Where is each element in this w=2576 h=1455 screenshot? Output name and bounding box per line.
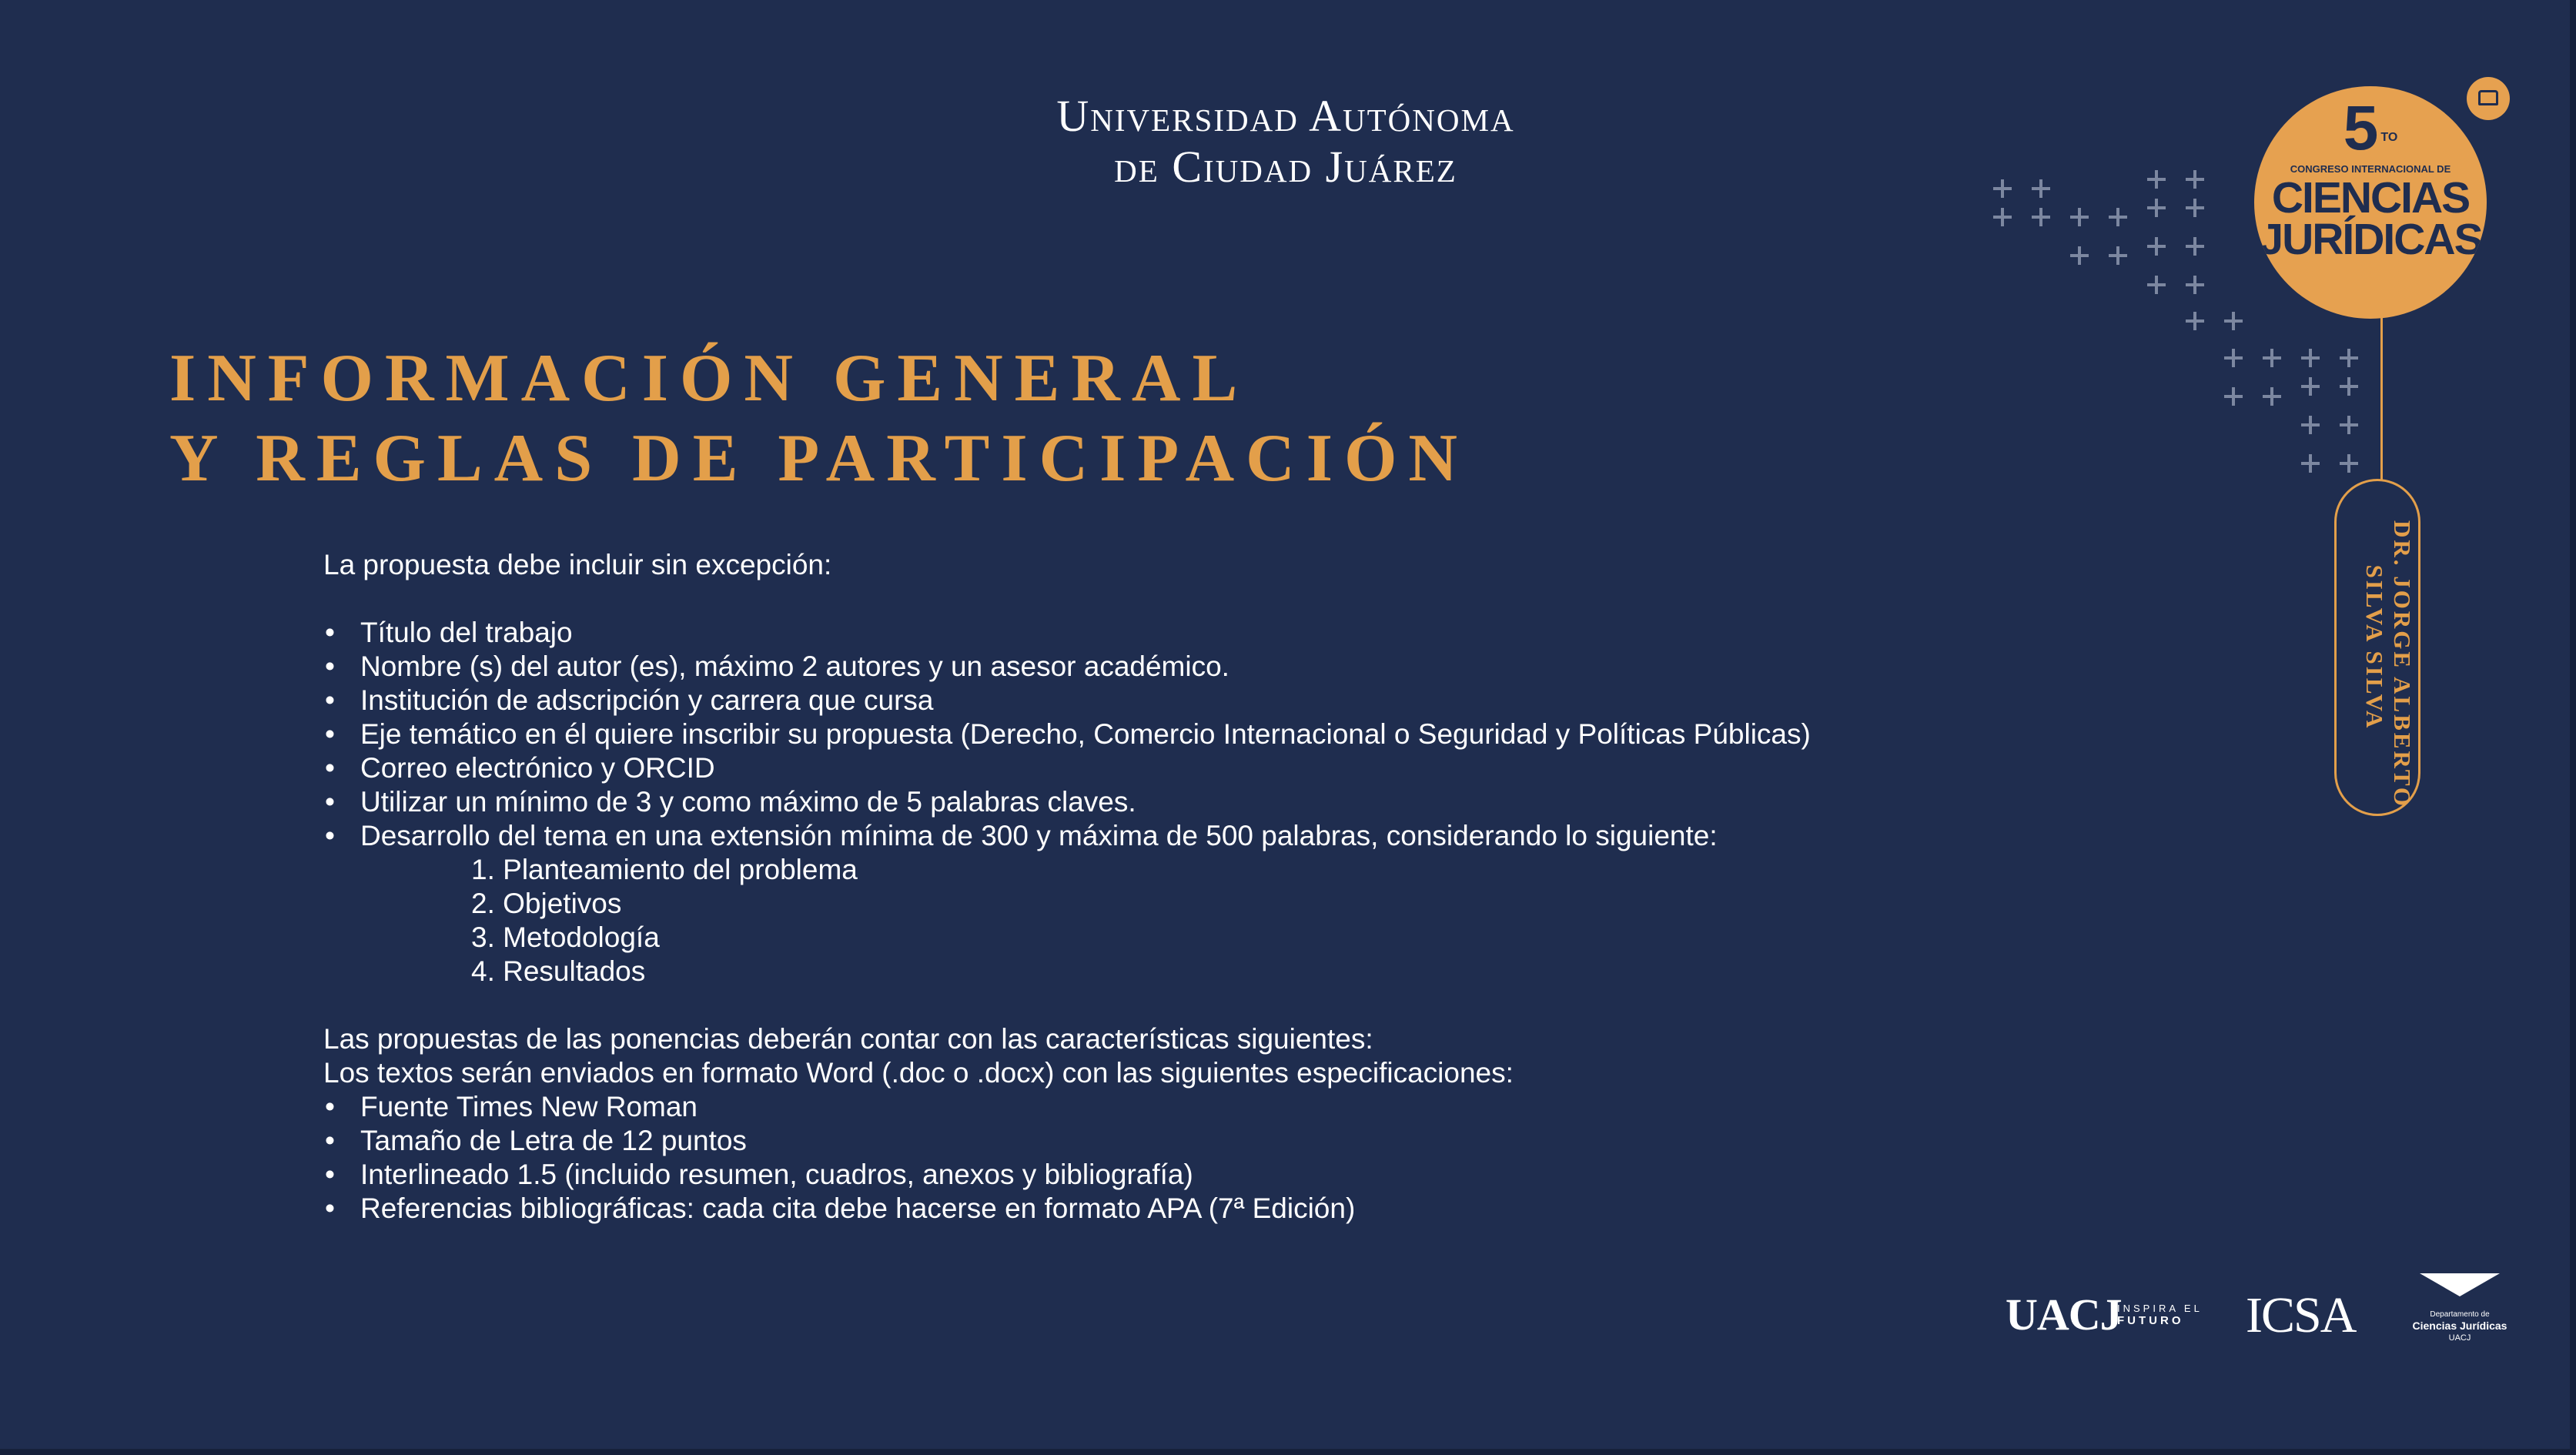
plus-icon [2147, 199, 2166, 217]
plus-icon [2301, 377, 2320, 396]
owl-icon [2420, 1273, 2500, 1296]
congress-number: 5 $^{TO}$ [2343, 93, 2398, 163]
list-item: • Tamaño de Letra de 12 puntos [323, 1124, 1979, 1158]
list-item: • Eje temático en él quiere inscribir su propuesta (Derecho, Comercio Internacional o Seguridad y Políticas Públicas) [323, 717, 1979, 751]
university-name-line1: Universidad Autónoma [1056, 91, 1515, 141]
speaker-name [2339, 520, 2416, 809]
plus-icon [2301, 454, 2320, 473]
uacj-tagline-line1: INSPIRA EL [2117, 1303, 2203, 1314]
list-item: • Institución de adscripción y carrera que cursa [323, 684, 1979, 717]
plus-icon [2186, 276, 2204, 294]
university-name-line2: de Ciudad Juárez [1114, 142, 1457, 192]
format-specs-list [323, 1090, 1979, 1226]
plus-icon [2340, 416, 2358, 434]
university-name [908, 91, 1663, 192]
plus-icon [2340, 377, 2358, 396]
list-item: • Utilizar un mínimo de 3 y como máximo de 5 palabras claves. [323, 785, 1979, 819]
spacer [323, 988, 1979, 1022]
page-title [169, 339, 1469, 499]
list-item: 2. Objetivos [471, 888, 622, 919]
plus-icon [2032, 179, 2050, 198]
plus-icon [2147, 237, 2166, 256]
plus-icon [2340, 349, 2358, 367]
page-title-line2: Y REGLAS DE PARTICIPACIÓN [169, 421, 1469, 496]
plus-icon [2109, 246, 2127, 265]
footer-logos [2006, 1270, 2514, 1363]
list-item: • Título del trabajo [323, 616, 1979, 650]
congress-ordinal: TO [2380, 131, 2398, 144]
plus-icon [2032, 208, 2050, 226]
congress-subtitle: CONGRESO INTERNACIONAL DE [2290, 163, 2451, 175]
department-logo-line1: Departamento de [2430, 1310, 2490, 1319]
list-item: • Desarrollo del tema en una extensión mínima de 300 y máxima de 500 palabras, considerando lo siguiente: [323, 819, 1979, 853]
department-logo-line2: Ciencias Jurídicas [2412, 1320, 2507, 1332]
book-icon [2467, 77, 2510, 120]
plus-icon [2070, 246, 2089, 265]
plus-icon [2301, 416, 2320, 434]
list-item: 3. Metodología [471, 922, 660, 953]
congress-badge [2254, 86, 2487, 319]
list-item: 4. Resultados [471, 955, 646, 987]
connector-line [2380, 304, 2383, 481]
plus-icon [2186, 312, 2204, 330]
intro-text: La propuesta debe incluir sin excepción: [323, 549, 832, 580]
plus-icon [2186, 237, 2204, 256]
plus-icon [2263, 387, 2281, 406]
plus-icon [2224, 312, 2243, 330]
main-content [323, 548, 1979, 1226]
spacer [323, 582, 1979, 616]
plus-icon [2147, 170, 2166, 189]
development-points-list [323, 853, 1979, 988]
list-item: • Fuente Times New Roman [323, 1090, 1979, 1124]
plus-icon [2263, 349, 2281, 367]
uacj-tagline [2117, 1303, 2203, 1327]
plus-icon [2109, 208, 2127, 226]
plus-icon [1993, 208, 2012, 226]
speaker-name-line2: SILVA SILVA [2361, 564, 2388, 731]
department-logo [2406, 1270, 2514, 1363]
plus-icon [2186, 199, 2204, 217]
list-item: 1. Planteamiento del problema [471, 854, 858, 885]
list-item: • Interlineado 1.5 (incluido resumen, cuadros, anexos y bibliografía) [323, 1158, 1979, 1192]
requirements-list [323, 616, 1979, 853]
icsa-logo: ICSA [2246, 1287, 2356, 1343]
plus-icon [2301, 349, 2320, 367]
congress-title [2254, 173, 2487, 264]
uacj-logo: UACJ [2006, 1289, 2122, 1340]
plus-icon [2340, 454, 2358, 473]
page-title-line1: INFORMACIÓN GENERAL [169, 341, 1250, 416]
congress-title-line1: CIENCIAS [2271, 173, 2470, 222]
list-item: • Correo electrónico y ORCID [323, 751, 1979, 785]
format-intro-1: Las propuestas de las ponencias deberán contar con las características siguientes: [323, 1023, 1373, 1055]
uacj-tagline-line2: FUTURO [2117, 1314, 2184, 1327]
format-intro-2: Los textos serán enviados en formato Word (.doc o .docx) con las siguientes especificaciones: [323, 1057, 1514, 1089]
department-logo-line3: UACJ [2448, 1333, 2471, 1343]
plus-icon [2224, 387, 2243, 406]
list-item: • Nombre (s) del autor (es), máximo 2 autores y un asesor académico. [323, 650, 1979, 684]
plus-icon [2186, 170, 2204, 189]
plus-icon [1993, 179, 2012, 198]
plus-icon [2070, 208, 2089, 226]
speaker-name-line1: DR. JORGE ALBERTO [2389, 520, 2416, 809]
list-item: • Referencias bibliográficas: cada cita debe hacerse en formato APA (7ª Edición) [323, 1192, 1979, 1226]
plus-icon [2147, 276, 2166, 294]
congress-title-line2: JURÍDICAS [2259, 215, 2482, 264]
plus-icon [2224, 349, 2243, 367]
